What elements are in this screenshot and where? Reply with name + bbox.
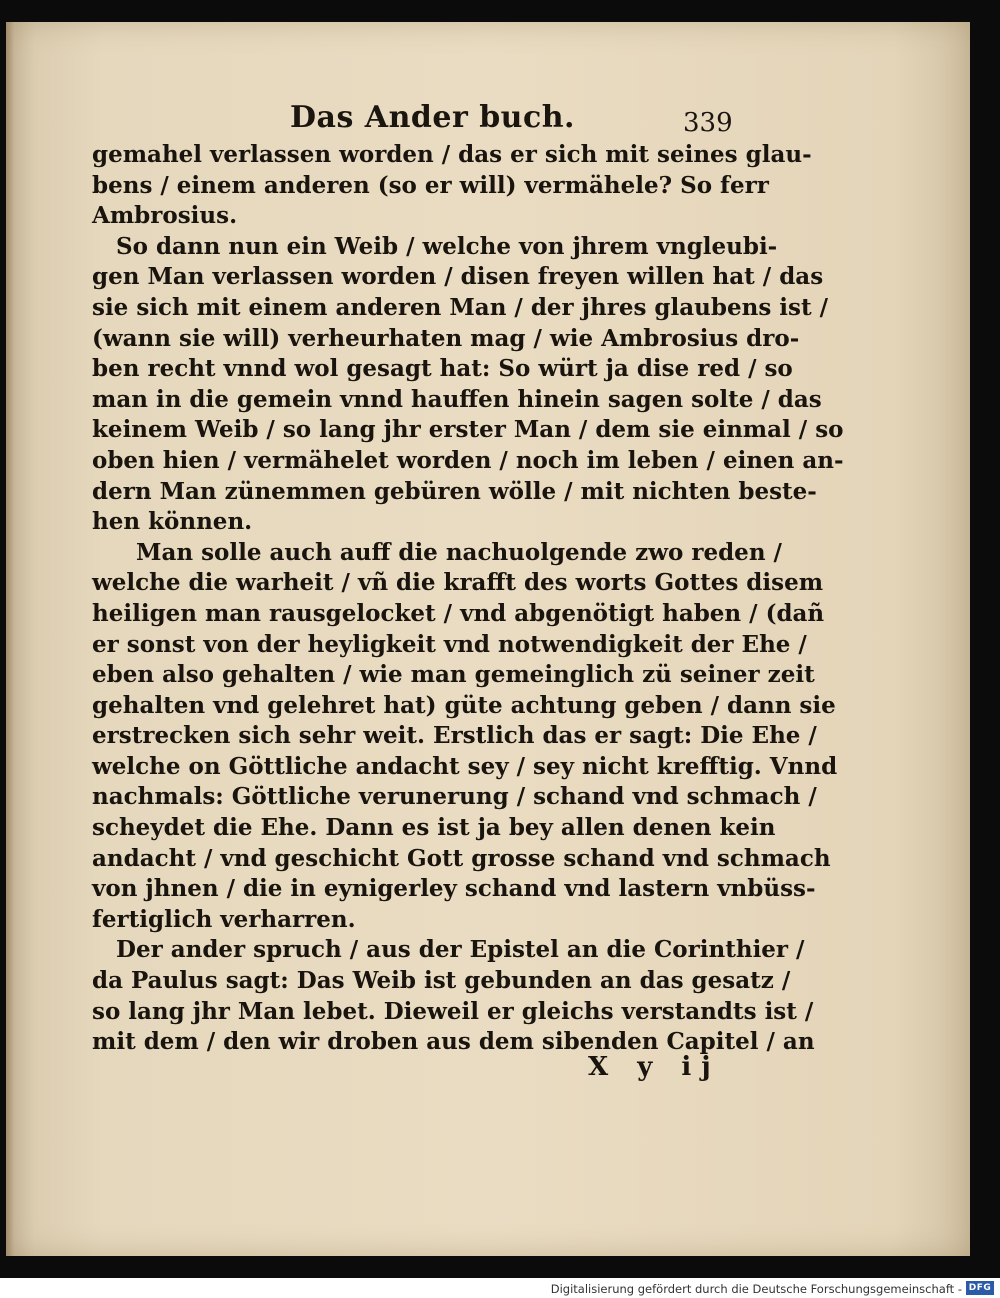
text-line: gehalten vnd gelehret hat) güte achtung geben / dann sie (92, 691, 836, 719)
text-line: da Paulus sagt: Das Weib ist gebunden an das gesatz / (92, 967, 791, 995)
text-line: welche on Göttliche andacht sey / sey nicht krefftig. Vnnd (92, 752, 838, 780)
page-number: 339 (683, 108, 733, 138)
dfg-logo-icon: DFG (966, 1281, 994, 1295)
text-line: Ambrosius. (92, 202, 238, 230)
footer-credit: Digitalisierung gefördert durch die Deutsche Forschungsgemeinschaft - (550, 1282, 962, 1296)
text-line: heiligen man rausgelocket / vnd abgenötigt haben / (dañ (92, 599, 825, 627)
text-line: dern Man zünemmen gebüren wölle / mit nichten beste- (92, 477, 817, 505)
text-line: scheydet die Ehe. Dann es ist ja bey allen denen kein (92, 814, 776, 842)
text-line: So dann nun ein Weib / welche von jhrem vngleubi- (116, 232, 778, 260)
text-line: man in die gemein vnnd hauffen hinein sagen solte / das (92, 385, 822, 413)
text-line: fertiglich verharren. (92, 905, 356, 933)
text-line: erstrecken sich sehr weit. Erstlich das er sagt: Die Ehe / (92, 722, 817, 750)
text-line: bens / einem anderen (so er will) vermähele? So ferr (92, 171, 769, 199)
text-line: (wann sie will) verheurhaten mag / wie Ambrosius dro- (92, 324, 800, 352)
text-line: mit dem / den wir droben aus dem sibenden Capitel / an (92, 1028, 815, 1056)
text-line: von jhnen / die in eynigerley schand vnd lastern vnbüss- (92, 875, 816, 903)
page-gutter-shadow (6, 22, 14, 1256)
text-line: so lang jhr Man lebet. Dieweil er gleichs verstandts ist / (92, 997, 814, 1025)
text-line: sie sich mit einem anderen Man / der jhres glaubens ist / (92, 293, 828, 321)
text-line: nachmals: Göttliche verunerung / schand vnd schmach / (92, 783, 817, 811)
body-text (92, 140, 844, 1058)
text-line: gemahel verlassen worden / das er sich mit seines glau- (92, 141, 812, 168)
text-line: gen Man verlassen worden / disen freyen willen hat / das (92, 263, 824, 291)
text-line: andacht / vnd geschicht Gott grosse schand vnd schmach (92, 844, 831, 872)
text-line: eben also gehalten / wie man gemeinglich zü seiner zeit (92, 661, 815, 689)
text-line: oben hien / vermähelet worden / noch im leben / einen an- (92, 446, 844, 474)
text-line: er sonst von der heyligkeit vnd notwendigkeit der Ehe / (92, 630, 807, 658)
running-head: Das Ander buch. (290, 100, 575, 135)
text-line: ben recht vnnd wol gesagt hat: So würt ja dise red / so (92, 355, 793, 383)
text-line: keinem Weib / so lang jhr erster Man / dem sie einmal / so (92, 416, 844, 444)
text-line: hen können. (92, 508, 253, 536)
signature-mark: X y ij (588, 1052, 721, 1082)
text-line: Man solle auch auff die nachuolgende zwo reden / (136, 538, 782, 566)
text-line: Der ander spruch / aus der Epistel an die Corinthier / (116, 936, 805, 964)
text-line: welche die warheit / vñ die krafft des worts Gottes disem (92, 569, 824, 597)
